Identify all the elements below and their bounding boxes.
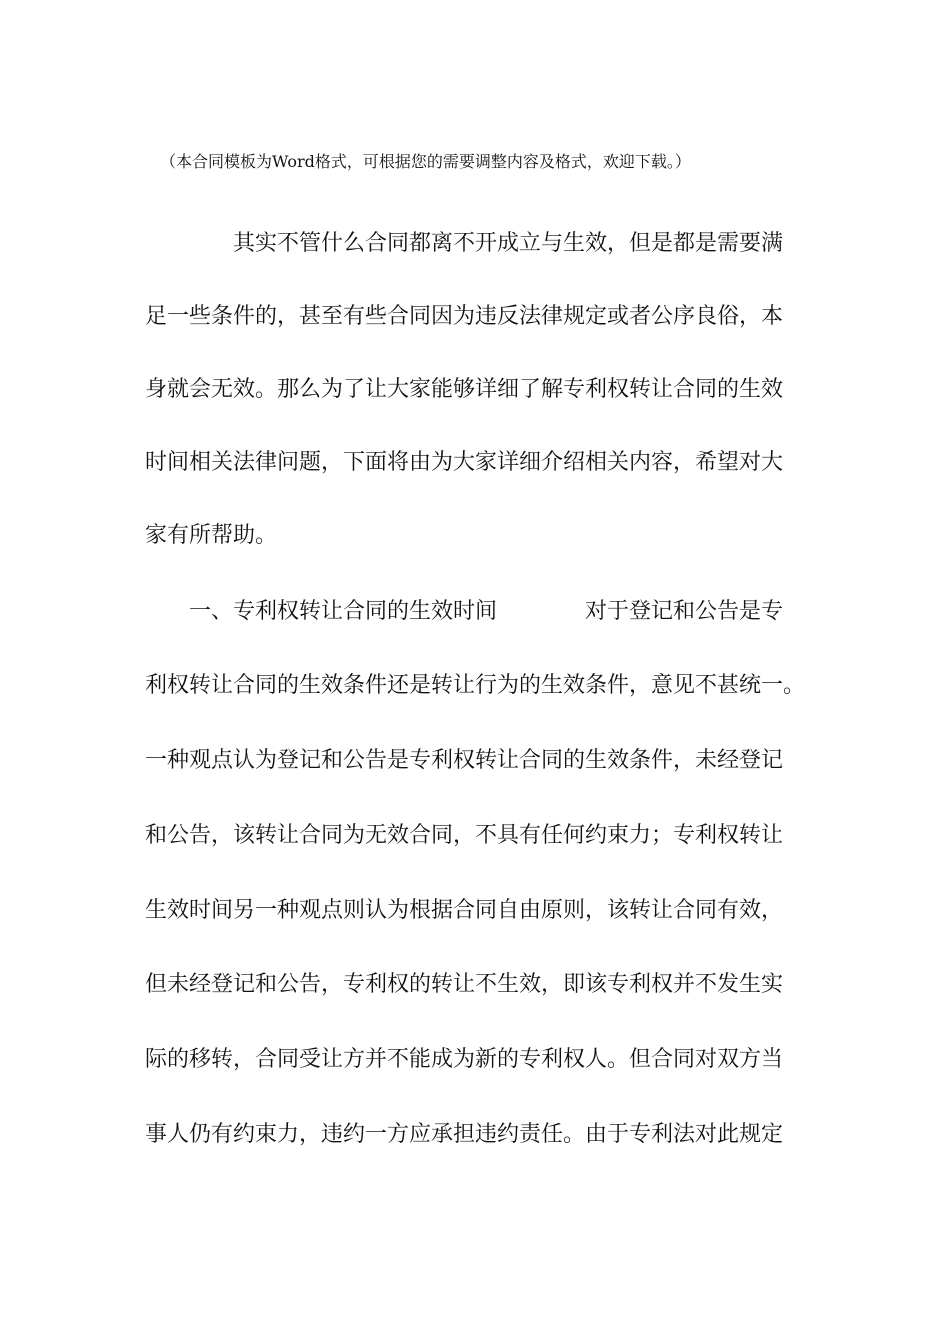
paragraph-line: 家有所帮助。 (145, 523, 278, 548)
paragraph-line: 生效时间另一种观点则认为根据合同自由原则，该转让合同有效， (145, 898, 784, 923)
paragraph-line: 但未经登记和公告，专利权的转让不生效，即该专利权并不发生实 (145, 972, 784, 997)
paragraph-line: 际的移转，合同受让方并不能成为新的专利权人。但合同对双方当 (145, 1047, 784, 1072)
section-heading-line: 一、专利权转让合同的生效时间 对于登记和公告是专 (145, 599, 784, 624)
paragraph-line: 身就会无效。那么为了让大家能够详细了解专利权转让合同的生效 (145, 377, 784, 402)
paragraph-line: 事人仍有约束力，违约一方应承担违约责任。由于专利法对此规定 (145, 1122, 784, 1147)
template-note: （本合同模板为Word格式，可根据您的需要调整内容及格式，欢迎下载。） (160, 152, 691, 171)
paragraph-line: 时间相关法律问题，下面将由为大家详细介绍相关内容，希望对大 (145, 450, 784, 475)
paragraph-line: 其实不管什么合同都离不开成立与生效，但是都是需要满 (145, 231, 784, 256)
paragraph-line: 一种观点认为登记和公告是专利权转让合同的生效条件，未经登记 (145, 748, 784, 773)
paragraph-line: 和公告，该转让合同为无效合同，不具有任何约束力；专利权转让 (145, 823, 784, 848)
paragraph-line: 足一些条件的，甚至有些合同因为违反法律规定或者公序良俗，本 (145, 304, 784, 329)
paragraph-line: 利权转让合同的生效条件还是转让行为的生效条件，意见不甚统一。 (145, 673, 806, 698)
